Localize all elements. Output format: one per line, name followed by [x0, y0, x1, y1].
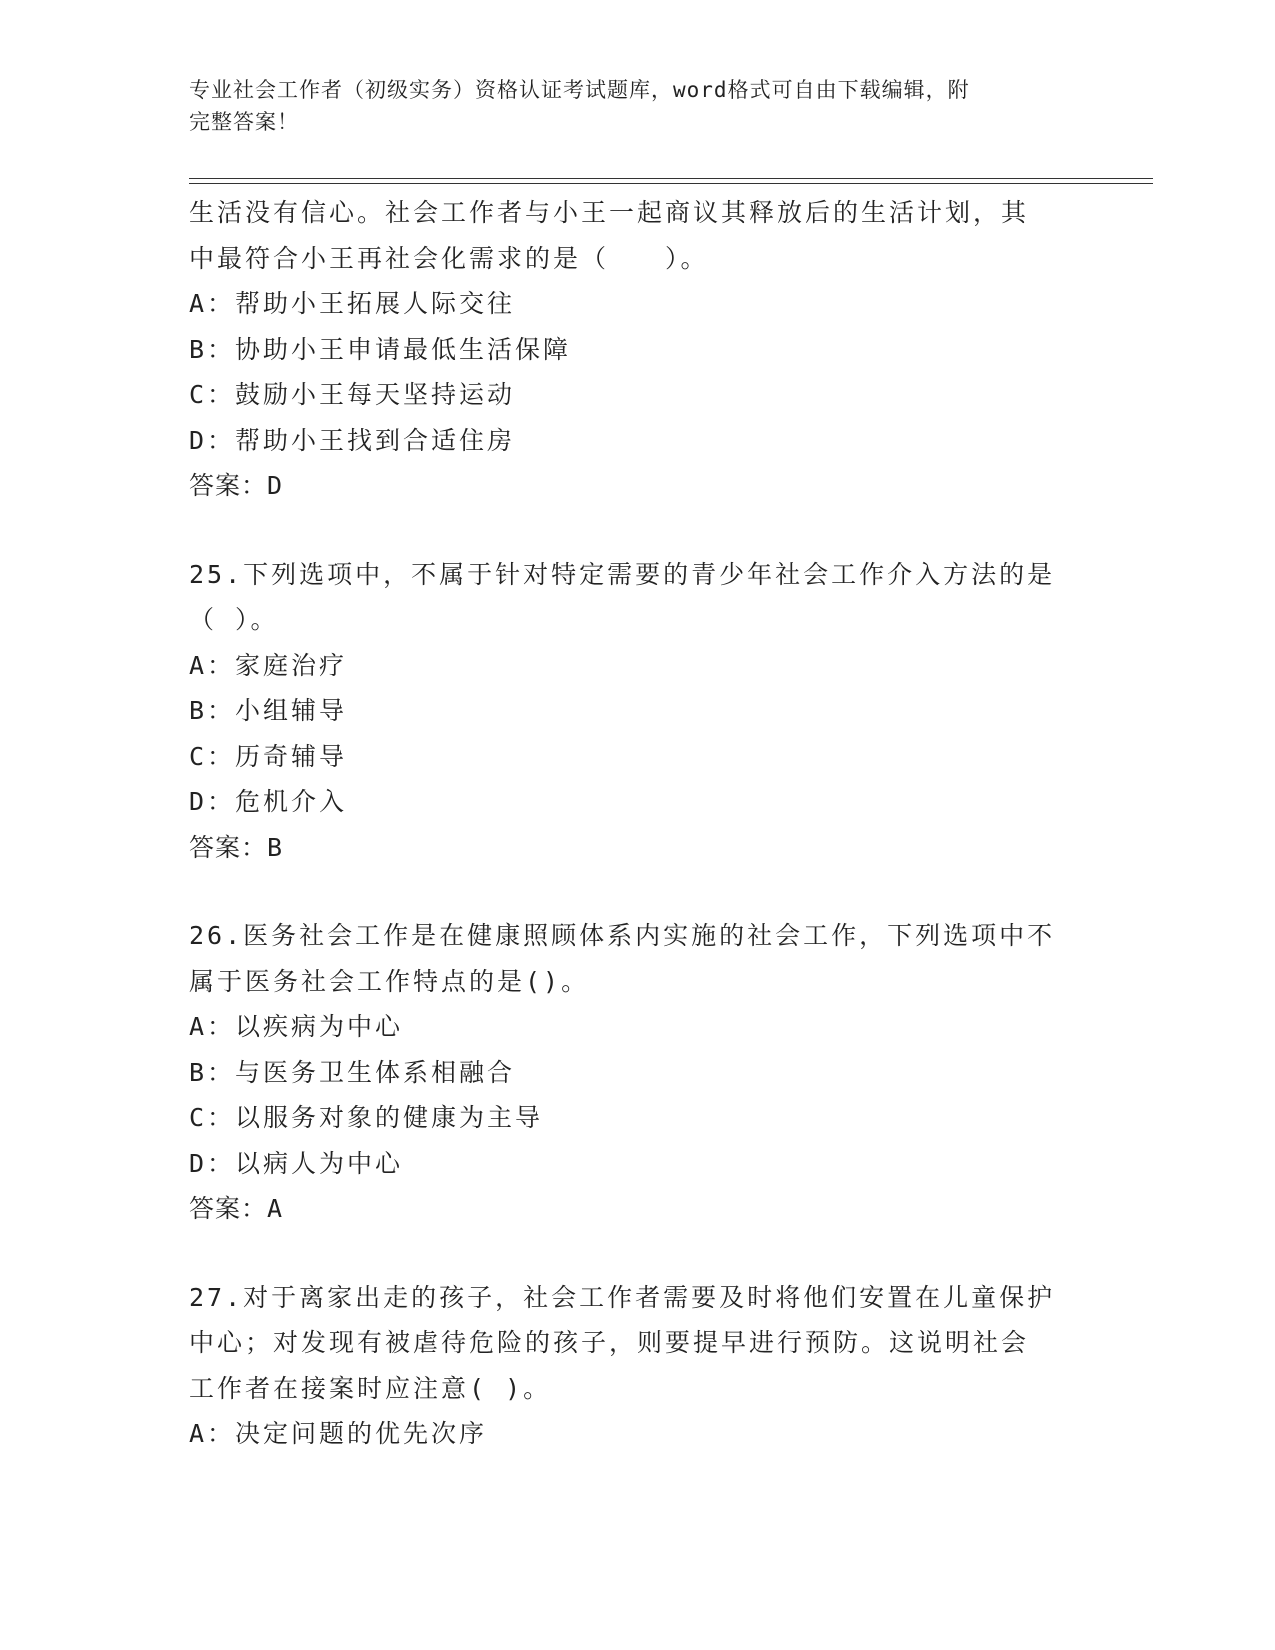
answer-line	[189, 825, 1089, 871]
header-line-1: 专业社会工作者（初级实务）资格认证考试题库，word格式可自由下载编辑，附	[189, 78, 970, 102]
answer-value: A	[267, 1194, 284, 1223]
option-a: A：决定问题的优先次序	[189, 1419, 488, 1448]
option-d: D：危机介入	[189, 787, 348, 816]
answer-value: D	[267, 471, 284, 500]
header-divider	[189, 178, 1153, 184]
document-body	[189, 190, 1089, 1457]
option-d: D：帮助小王找到合适住房	[189, 425, 516, 455]
question-stem-line: 26.医务社会工作是在健康照顾体系内实施的社会工作，下列选项中不	[189, 921, 1056, 950]
option-b: B：与医务卫生体系相融合	[189, 1057, 516, 1087]
answer-label: 答案：	[189, 471, 268, 500]
document-header	[189, 74, 1089, 138]
option-b: B：协助小王申请最低生活保障	[189, 334, 572, 364]
option-c: C：历奇辅导	[189, 741, 348, 771]
question-stem-line: 中最符合小王再社会化需求的是（ ）。	[189, 243, 709, 273]
answer-line	[189, 1186, 1089, 1232]
answer-label: 答案：	[189, 1194, 268, 1223]
option-a: A：以疾病为中心	[189, 1012, 404, 1041]
answer-value: B	[267, 832, 284, 862]
question-stem-line: 27.对于离家出走的孩子，社会工作者需要及时将他们安置在儿童保护	[189, 1282, 1056, 1312]
question-stem-line: 工作者在接案时应注意( )。	[189, 1373, 552, 1403]
answer-label: 答案：	[189, 832, 268, 862]
question-stem-line: 属于医务社会工作特点的是()。	[189, 966, 590, 996]
question-26	[189, 913, 1089, 1232]
header-line-2: 完整答案！	[189, 110, 299, 134]
question-stem-line: 25.下列选项中，不属于针对特定需要的青少年社会工作介入方法的是	[189, 559, 1056, 589]
option-d: D：以病人为中心	[189, 1148, 404, 1178]
question-25	[189, 552, 1089, 871]
question-27	[189, 1275, 1089, 1457]
option-b: B：小组辅导	[189, 696, 348, 725]
option-a: A：帮助小王拓展人际交往	[189, 289, 516, 318]
question-stem-line: 中心；对发现有被虐待危险的孩子，则要提早进行预防。这说明社会	[189, 1328, 1030, 1357]
answer-line	[189, 463, 1089, 509]
option-c: C：以服务对象的健康为主导	[189, 1103, 544, 1132]
option-a: A：家庭治疗	[189, 650, 348, 680]
option-c: C：鼓励小王每天坚持运动	[189, 380, 516, 409]
question-fragment	[189, 190, 1089, 509]
question-stem-line: （ ）。	[189, 605, 279, 634]
question-stem-line: 生活没有信心。社会工作者与小王一起商议其释放后的生活计划，其	[189, 198, 1030, 227]
